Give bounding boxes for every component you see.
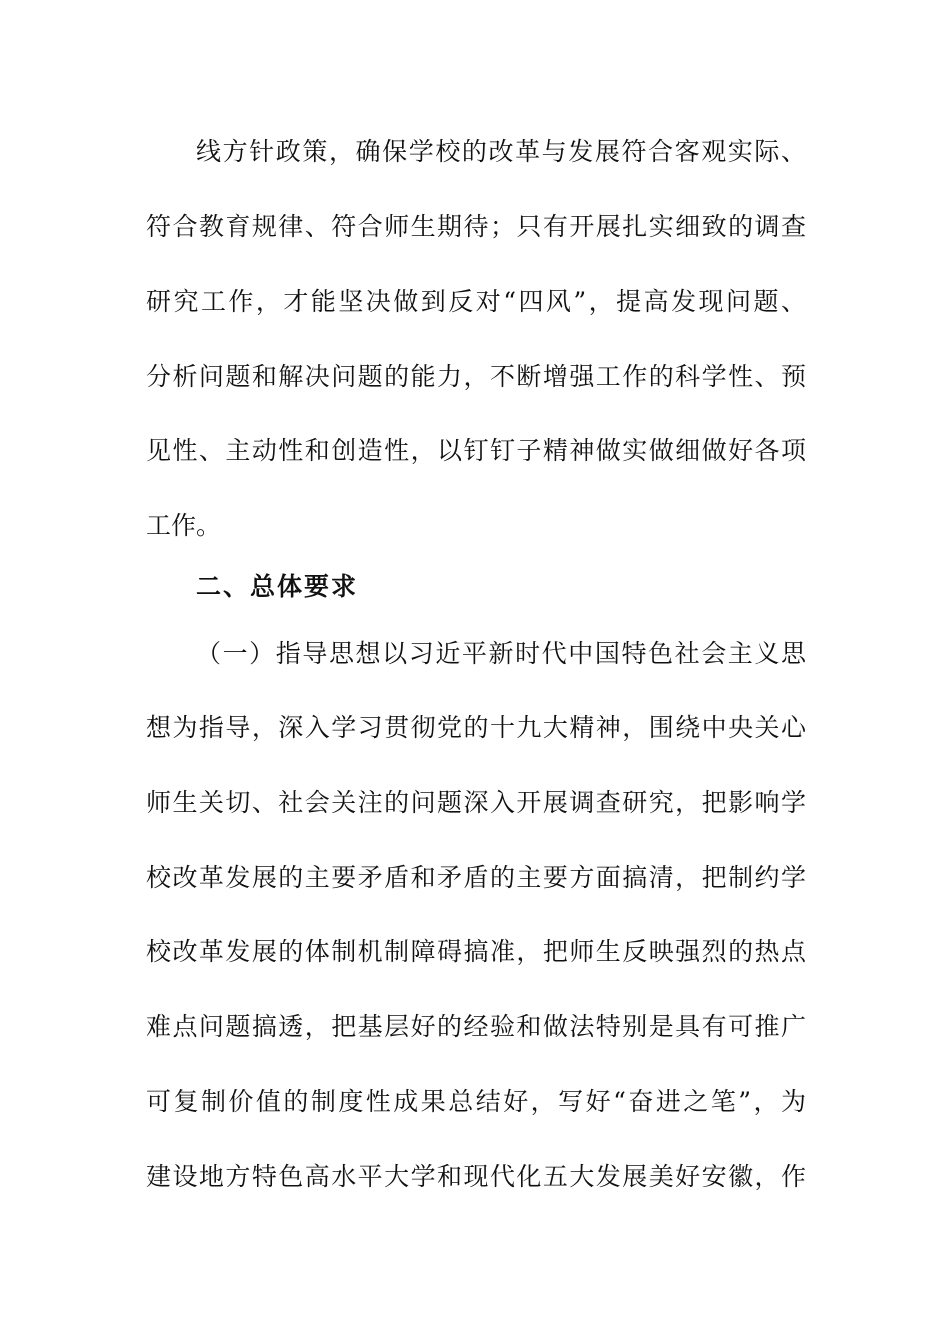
paragraph-line: 师生关切、社会关注的问题深入开展调查研究，把影响学 [146, 788, 806, 817]
paragraph-line: 校改革发展的主要矛盾和矛盾的主要方面搞清，把制约学 [146, 863, 806, 892]
paragraph-line: 线方针政策，确保学校的改革与发展符合客观实际、 [196, 137, 806, 166]
paragraph-line: 分析问题和解决问题的能力，不断增强工作的科学性、预 [146, 362, 806, 391]
paragraph-line: 研究工作，才能坚决做到反对“四风”，提高发现问题、 [146, 287, 806, 316]
paragraph-line: （一）指导思想以习近平新时代中国特色社会主义思 [196, 639, 806, 668]
paragraph-line: 想为指导，深入学习贯彻党的十九大精神，围绕中央关心 [146, 713, 806, 742]
paragraph-line: 可复制价值的制度性成果总结好，写好“奋进之笔”，为 [146, 1087, 806, 1116]
paragraph-line: 工作。 [146, 511, 222, 540]
paragraph-line: 建设地方特色高水平大学和现代化五大发展美好安徽，作 [146, 1162, 806, 1191]
paragraph-line: 见性、主动性和创造性，以钉钉子精神做实做细做好各项 [146, 436, 806, 465]
paragraph-line: 难点问题搞透，把基层好的经验和做法特别是具有可推广 [146, 1012, 806, 1041]
paragraph-line: 符合教育规律、符合师生期待；只有开展扎实细致的调查 [146, 212, 806, 241]
section-heading: 二、总体要求 [196, 572, 359, 601]
paragraph-line: 校改革发展的体制机制障碍搞准，把师生反映强烈的热点 [146, 937, 806, 966]
